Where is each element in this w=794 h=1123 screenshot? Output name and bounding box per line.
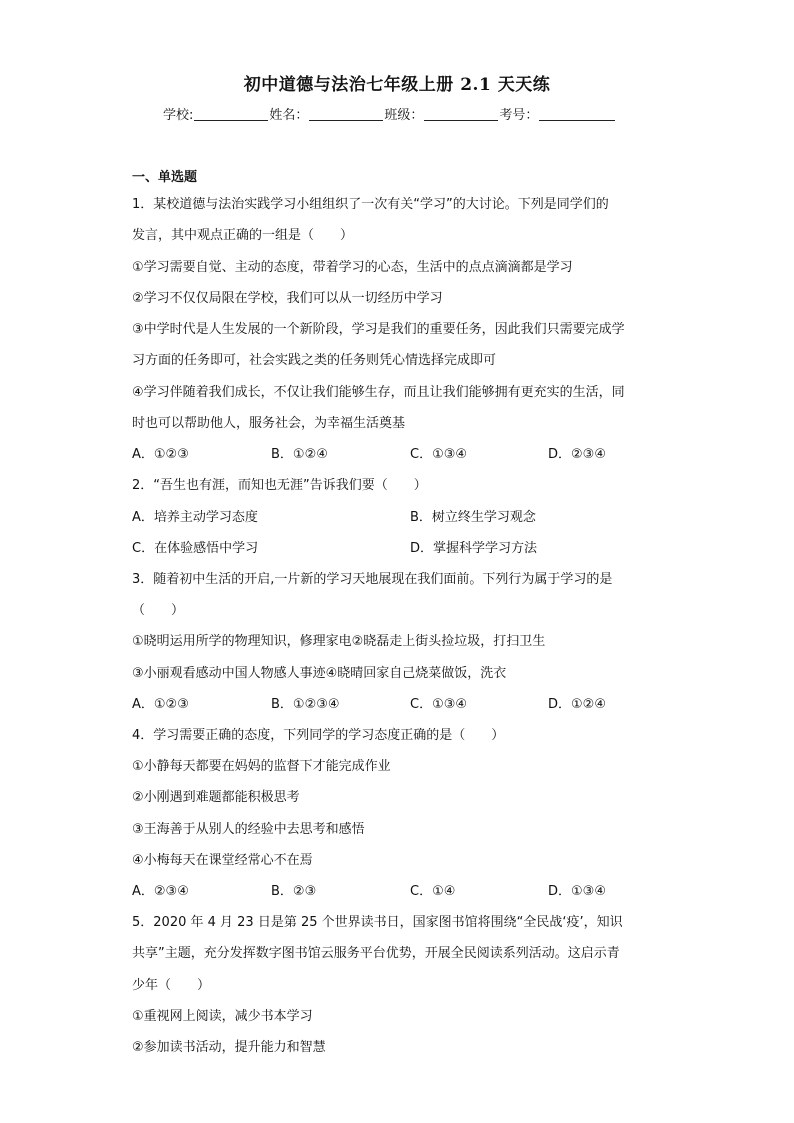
q5-statement-2: ②参加读书活动，提升能力和智慧 [132, 1040, 326, 1055]
page-title: 初中道德与法治七年级上册 2.1 天天练 [243, 75, 551, 95]
q4-statement-2: ②小刚遇到难题都能积极思考 [132, 790, 300, 805]
school-label: 学校: [163, 108, 194, 123]
q5-stem-line1: 5．2020 年 4 月 23 日是第 25 个世界读书日，国家图书馆将围绕“全民战‘疫’，知识 [132, 915, 623, 930]
q1-option-a[interactable]: A．①②③ [132, 447, 189, 462]
q3-option-d[interactable]: D．①②④ [548, 697, 606, 712]
q2-stem: 2．“吾生也有涯，而知也无涯”告诉我们要（ ） [132, 478, 427, 493]
q5-stem-line3: 少年（ ） [132, 978, 211, 993]
q4-option-a[interactable]: A．②③④ [132, 884, 189, 899]
q2-option-a[interactable]: A．培养主动学习态度 [132, 510, 258, 525]
q2-option-b[interactable]: B．树立终生学习观念 [410, 510, 536, 525]
q4-statement-4: ④小梅每天在课堂经常心不在焉 [132, 853, 313, 868]
q1-statement-3b: 习方面的任务即可，社会实践之类的任务则凭心情选择完成即可 [132, 353, 497, 368]
student-info-row [163, 104, 643, 123]
q1-option-c[interactable]: C．①③④ [410, 447, 468, 462]
q4-option-c[interactable]: C．①④ [410, 884, 456, 899]
q2-option-d[interactable]: D．掌握科学学习方法 [410, 541, 538, 556]
number-blank[interactable] [539, 106, 615, 121]
q3-option-c[interactable]: C．①③④ [410, 697, 468, 712]
q3-option-b[interactable]: B．①②③④ [271, 697, 340, 712]
q1-statement-4b: 时也可以帮助他人，服务社会，为幸福生活奠基 [132, 416, 406, 431]
name-blank[interactable] [309, 106, 383, 121]
q3-option-a[interactable]: A．①②③ [132, 697, 189, 712]
q4-option-d[interactable]: D．①③④ [548, 884, 606, 899]
q4-option-b[interactable]: B．②③ [271, 884, 317, 899]
name-label: 姓名： [269, 108, 309, 123]
q1-statement-2: ②学习不仅仅局限在学校，我们可以从一切经历中学习 [132, 291, 443, 306]
q5-statement-1: ①重视网上阅读，减少书本学习 [132, 1009, 313, 1024]
q1-option-d[interactable]: D．②③④ [548, 447, 606, 462]
q1-stem-line1: 1．某校道德与法治实践学习小组组织了一次有关“学习”的大讨论。下列是同学们的 [132, 197, 609, 212]
class-label: 班级： [384, 108, 424, 123]
q3-stem-line2: （ ） [132, 603, 185, 618]
q4-statement-1: ①小静每天都要在妈妈的监督下才能完成作业 [132, 759, 391, 774]
q1-statement-4a: ④学习伴随着我们成长，不仅让我们能够生存，而且让我们能够拥有更充实的生活，同 [132, 385, 625, 400]
q1-stem-line2: 发言，其中观点正确的一组是（ ） [132, 228, 354, 243]
q4-stem: 4．学习需要正确的态度，下列同学的学习态度正确的是（ ） [132, 728, 505, 743]
q1-option-b[interactable]: B．①②④ [271, 447, 328, 462]
q2-option-c[interactable]: C．在体验感悟中学习 [132, 541, 259, 556]
q4-statement-3: ③王海善于从别人的经验中去思考和感悟 [132, 822, 365, 837]
q3-statement-2: ③小丽观看感动中国人物感人事迹④晓晴回家自己烧菜做饭，洗衣 [132, 666, 507, 681]
q3-statement-1: ①晓明运用所学的物理知识，修理家电②晓磊走上街头捡垃圾，打扫卫生 [132, 634, 546, 649]
section-heading: 一、单选题 [132, 170, 198, 185]
school-blank[interactable] [194, 106, 268, 121]
class-blank[interactable] [424, 106, 498, 121]
q5-stem-line2: 共享”主题，充分发挥数字图书馆云服务平台优势，开展全民阅读系列活动。这启示青 [132, 946, 620, 961]
number-label: 考号： [499, 108, 539, 123]
q1-statement-3a: ③中学时代是人生发展的一个新阶段，学习是我们的重要任务，因此我们只需要完成学 [132, 322, 625, 337]
q3-stem-line1: 3．随着初中生活的开启,一片新的学习天地展现在我们面前。下列行为属于学习的是 [132, 572, 613, 587]
q1-statement-1: ①学习需要自觉、主动的态度，带着学习的心态，生活中的点点滴滴都是学习 [132, 260, 573, 275]
